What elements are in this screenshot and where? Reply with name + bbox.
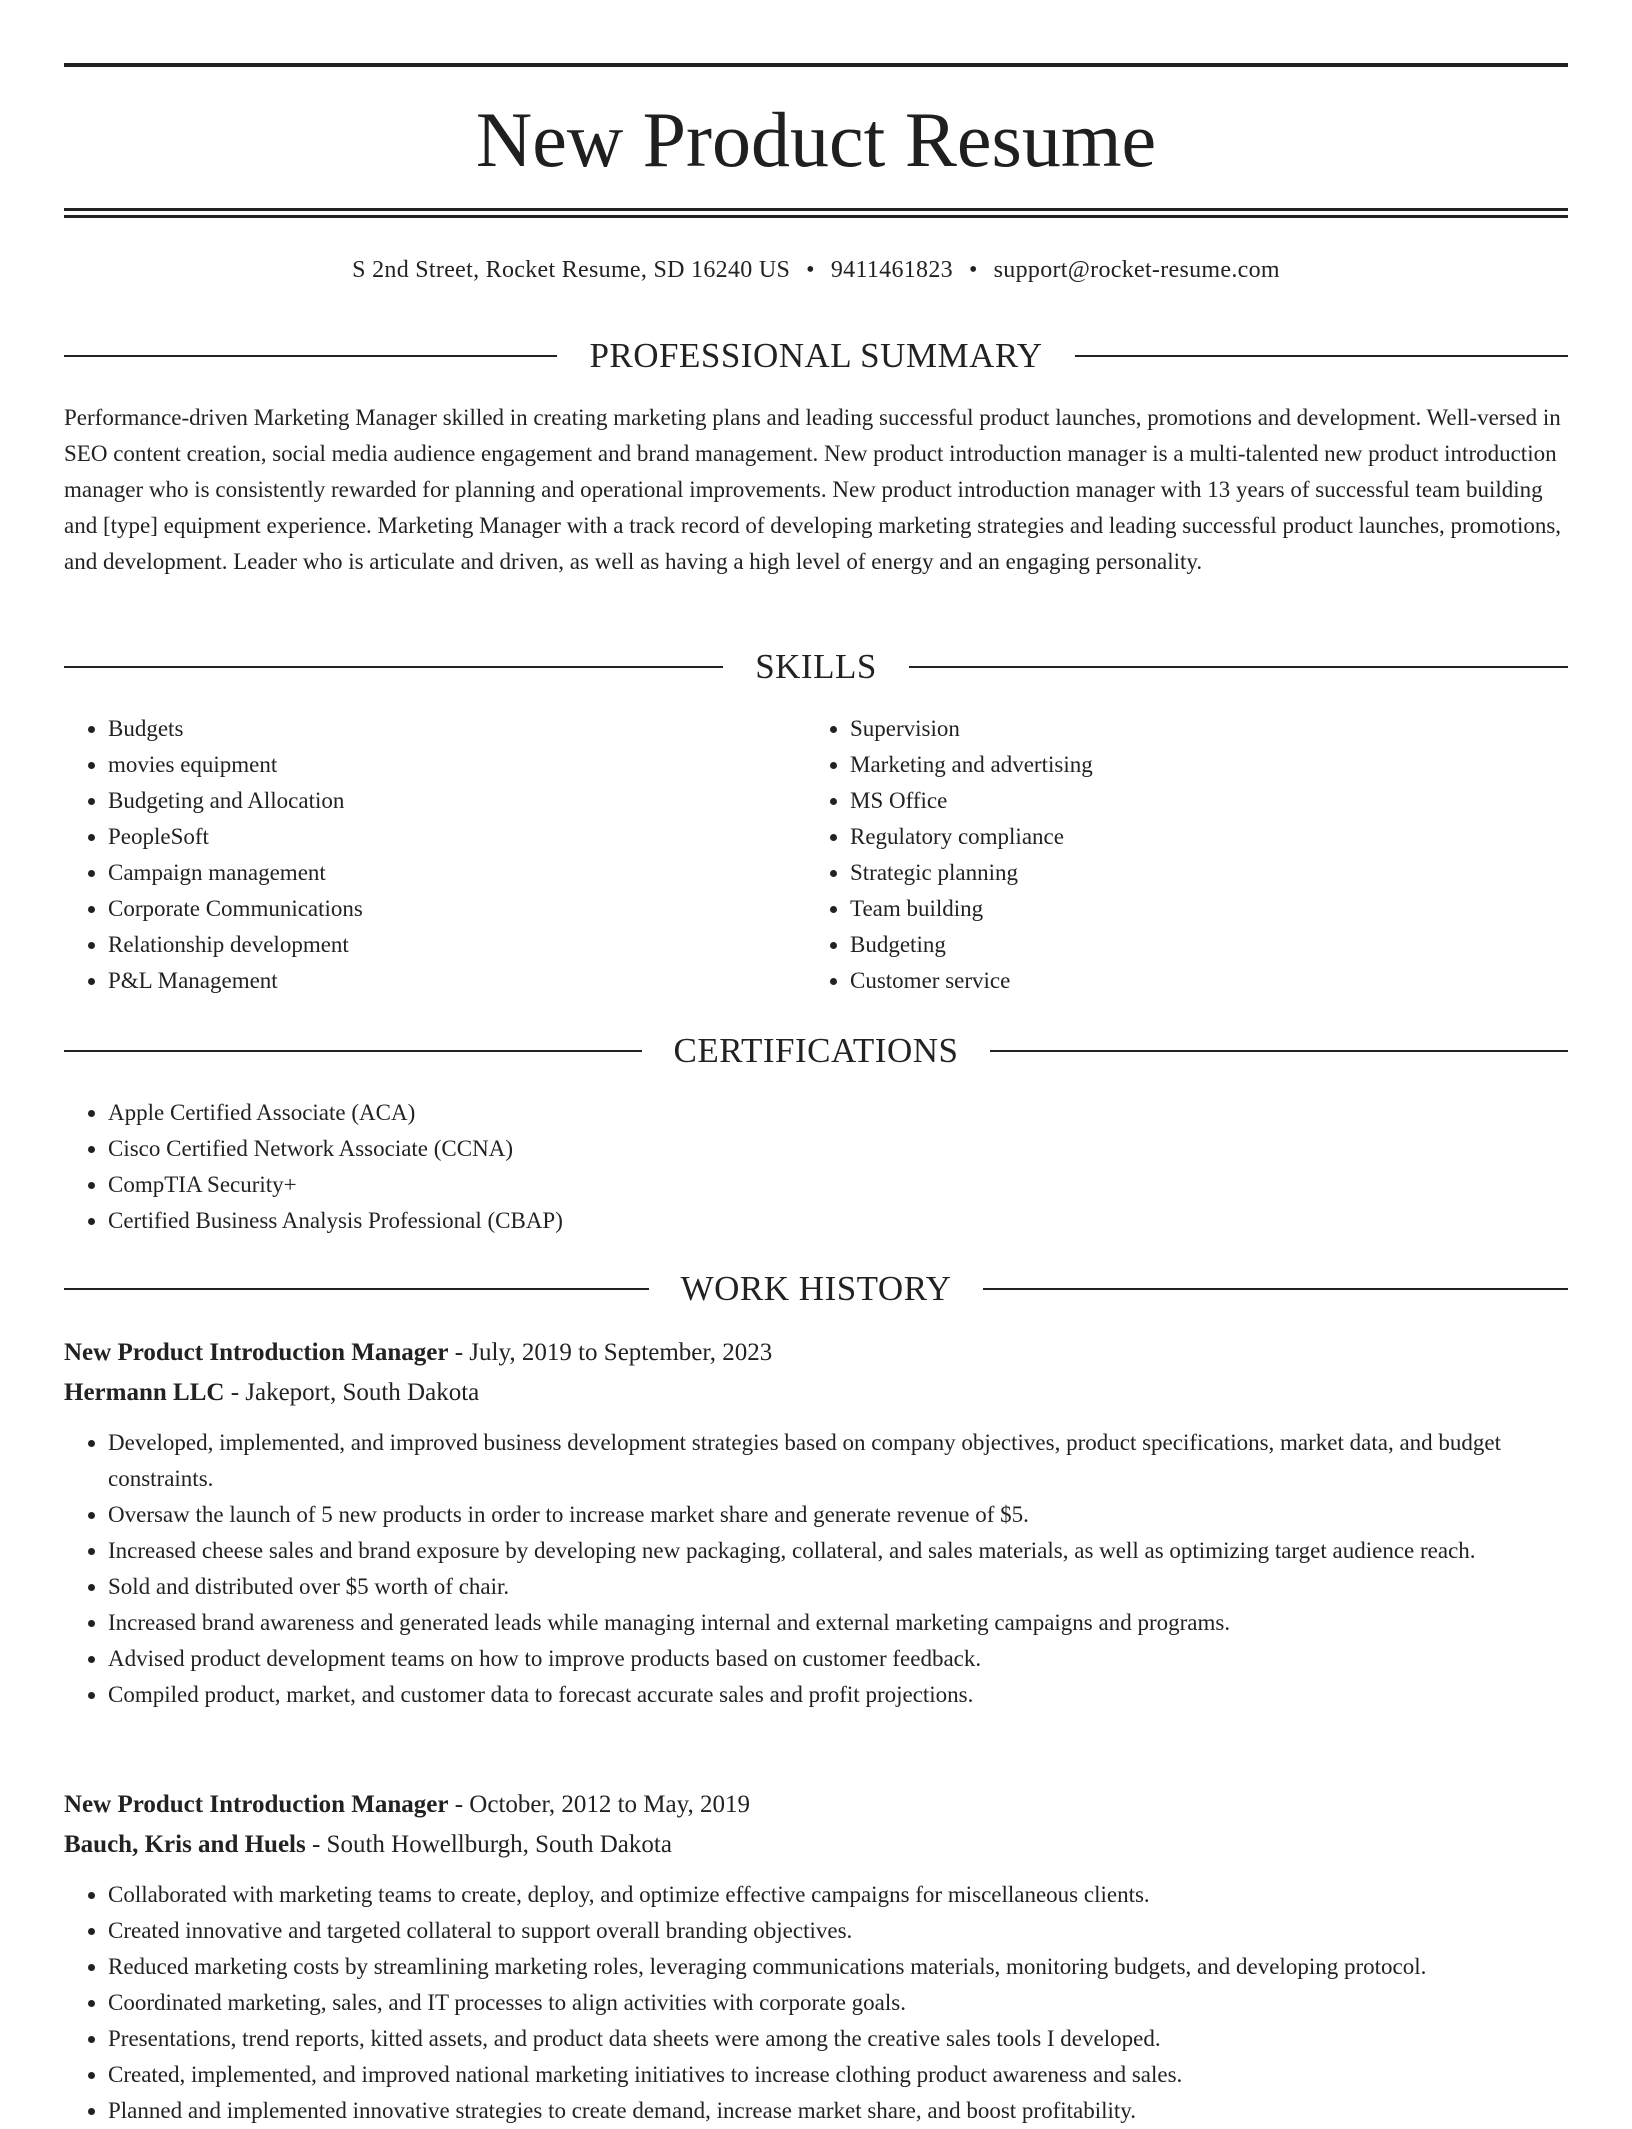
summary-text: Performance-driven Marketing Manager skilled in creating marketing plans and leading successful product launches, promotions and development. Well-versed in SEO content creation, social media audience engagement and brand management. New product introduction manager is a multi-talented new product introduction manager who is consistently rewarded for planning and operational improvements. New product introduction manager with 13 years of successful team building and [type] equipment experience. Marketing Manager with a track record of developing marketing strategies and leading successful product launches, promotions, and development. Leader who is articulate and driven, as well as having a high level of energy and an engaging personality. xyxy=(64,405,1562,574)
job-location: - Jakeport, South Dakota xyxy=(224,1379,480,1406)
job-title-line xyxy=(64,1333,1568,1373)
work-history-heading xyxy=(64,1267,1568,1311)
job-bullet: • Compiled product, market, and customer data to forecast accurate sales and profit projections. xyxy=(108,1677,1568,1713)
job-company: Bauch, Kris and Huels xyxy=(64,1831,306,1858)
certification-item: • Cisco Certified Network Associate (CCNA) xyxy=(108,1131,1568,1167)
heading-rule-left xyxy=(64,666,723,668)
skill-item: • movies equipment xyxy=(108,747,806,783)
certification-item: • CompTIA Security+ xyxy=(108,1167,1568,1203)
certifications-heading-label: CERTIFICATIONS xyxy=(673,1031,959,1070)
summary-heading xyxy=(64,334,1568,378)
skill-item: • Budgeting xyxy=(850,927,1548,963)
skill-item: • Supervision xyxy=(850,711,1548,747)
contact-email: support@rocket-resume.com xyxy=(993,257,1280,283)
skill-item: • Budgeting and Allocation xyxy=(108,783,806,819)
job-bullet: • Oversaw the launch of 5 new products in order to increase market share and generate revenue of $5. xyxy=(108,1497,1568,1533)
contact-separator: • xyxy=(968,257,978,283)
contact-address: S 2nd Street, Rocket Resume, SD 16240 US xyxy=(352,257,791,283)
certification-item: • Apple Certified Associate (ACA) xyxy=(108,1095,1568,1131)
job-bullets xyxy=(64,1877,1568,2129)
job-title: New Product Introduction Manager xyxy=(64,1791,449,1818)
summary-heading-label: PROFESSIONAL SUMMARY xyxy=(589,336,1043,375)
contact-phone: 9411461823 xyxy=(830,257,953,283)
job-bullet: • Planned and implemented innovative strategies to create demand, increase market share, and boost profitability. xyxy=(108,2093,1568,2129)
work-history-heading-label: WORK HISTORY xyxy=(680,1269,952,1308)
skill-item: • PeopleSoft xyxy=(108,819,806,855)
skill-item: • Campaign management xyxy=(108,855,806,891)
job-dates: - October, 2012 to May, 2019 xyxy=(448,1791,750,1818)
heading-rule-left xyxy=(64,355,557,357)
heading-rule-left xyxy=(64,1288,649,1290)
contact-separator: • xyxy=(806,257,815,283)
skill-item: • Relationship development xyxy=(108,927,806,963)
skills-column-left xyxy=(64,711,806,999)
job-company: Hermann LLC xyxy=(64,1379,225,1406)
heading-rule-left xyxy=(64,1050,642,1052)
top-rule xyxy=(64,63,1568,67)
job-dates: - July, 2019 to September, 2023 xyxy=(448,1339,773,1366)
job-bullet: • Increased brand awareness and generated leads while managing internal and external marketing campaigns and programs. xyxy=(108,1605,1568,1641)
job-bullet: • Developed, implemented, and improved business development strategies based on company objectives, product specifications, market data, and budget constraints. xyxy=(108,1425,1568,1497)
job-bullet: • Coordinated marketing, sales, and IT processes to align activities with corporate goals. xyxy=(108,1985,1568,2021)
certification-item: • Certified Business Analysis Professional (CBAP) xyxy=(108,1203,1568,1239)
heading-rule-right xyxy=(1075,355,1568,357)
job-bullet: • Advised product development teams on how to improve products based on customer feedback. xyxy=(108,1641,1568,1677)
job-entry xyxy=(64,1333,1568,1713)
skill-item: • Regulatory compliance xyxy=(850,819,1548,855)
skill-item: • Team building xyxy=(850,891,1548,927)
skill-item: • P&L Management xyxy=(108,963,806,999)
job-title: New Product Introduction Manager xyxy=(64,1339,449,1366)
job-title-line xyxy=(64,1785,1568,1825)
resume-title: New Product Resume xyxy=(475,96,1157,183)
job-bullet: • Created innovative and targeted collateral to support overall branding objectives. xyxy=(108,1913,1568,1949)
skill-item: • Corporate Communications xyxy=(108,891,806,927)
skills-list xyxy=(64,711,1568,999)
certifications-list xyxy=(64,1095,1568,1239)
job-entry xyxy=(64,1785,1568,2129)
certifications-heading xyxy=(64,1029,1568,1073)
skill-item: • Strategic planning xyxy=(850,855,1548,891)
title-double-rule xyxy=(64,208,1568,218)
job-bullet: • Sold and distributed over $5 worth of chair. xyxy=(108,1569,1568,1605)
job-bullet: • Reduced marketing costs by streamlining marketing roles, leveraging communications materials, monitoring budgets, and developing protocol. xyxy=(108,1949,1568,1985)
skills-heading-label: SKILLS xyxy=(755,647,877,686)
skills-column-right xyxy=(806,711,1548,999)
skill-item: • Customer service xyxy=(850,963,1548,999)
skills-heading xyxy=(64,645,1568,689)
job-company-line xyxy=(64,1373,1568,1413)
heading-rule-right xyxy=(983,1288,1568,1290)
skill-item: • Budgets xyxy=(108,711,806,747)
contact-line xyxy=(64,253,1568,287)
job-location: - South Howellburgh, South Dakota xyxy=(305,1831,672,1858)
job-bullet: • Presentations, trend reports, kitted assets, and product data sheets were among the creative sales tools I developed. xyxy=(108,2021,1568,2057)
job-company-line xyxy=(64,1825,1568,1865)
heading-rule-right xyxy=(909,666,1568,668)
skill-item: • MS Office xyxy=(850,783,1548,819)
skill-item: • Marketing and advertising xyxy=(850,747,1548,783)
job-bullets xyxy=(64,1425,1568,1713)
job-bullet: • Created, implemented, and improved national marketing initiatives to increase clothing product awareness and sales. xyxy=(108,2057,1568,2093)
heading-rule-right xyxy=(990,1050,1568,1052)
job-bullet: • Collaborated with marketing teams to create, deploy, and optimize effective campaigns for miscellaneous clients. xyxy=(108,1877,1568,1913)
job-bullet: • Increased cheese sales and brand exposure by developing new packaging, collateral, and sales materials, as well as optimizing target audience reach. xyxy=(108,1533,1568,1569)
